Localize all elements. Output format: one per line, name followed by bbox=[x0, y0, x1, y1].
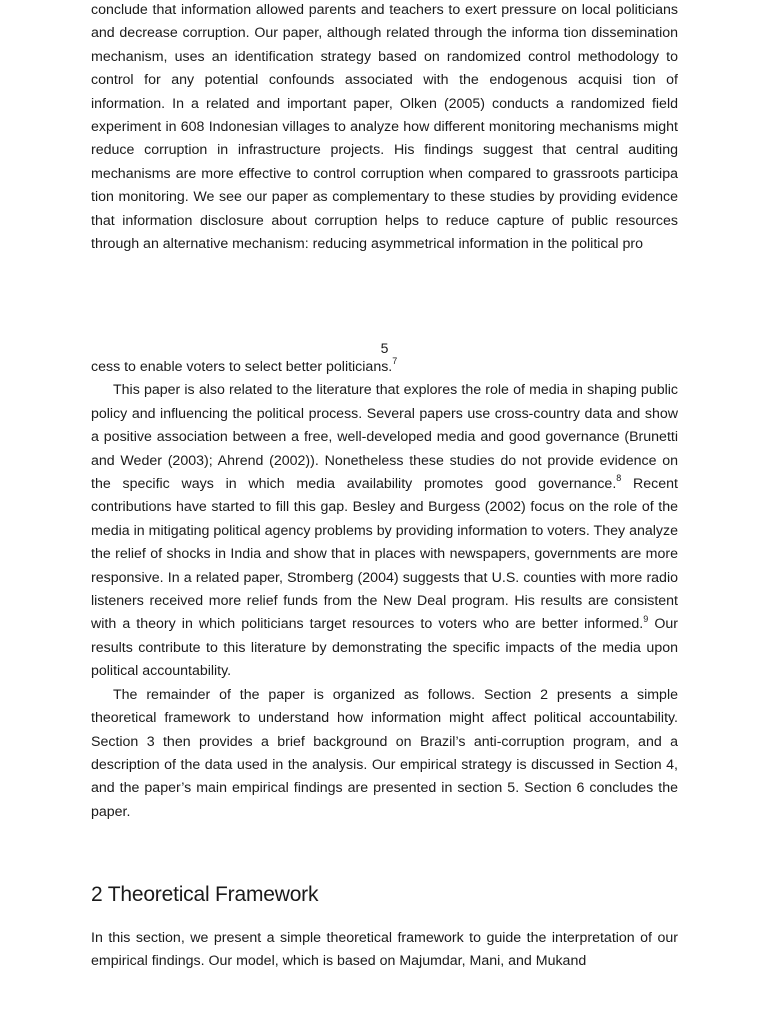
media-paragraph-part1: This paper is also related to the literature that explores the role of media in shaping public policy and influencing the political process. Several papers use cross-country data and show a positive association between a free, well-developed media and good governance (Brunetti and Weder (2003); Ahrend (2002)). Nonetheless these studies do not provide evidence on the specific ways in which media availability promotes good governance. bbox=[91, 382, 678, 493]
continuation-text: cess to enable voters to select better politicians. bbox=[91, 359, 393, 375]
media-paragraph-part3: Our results contribute to this literature by demonstrating the specific impacts of the media upon political accountability. bbox=[91, 616, 678, 680]
body-paragraph-media-literature bbox=[91, 379, 678, 683]
section-heading-wrapper bbox=[91, 880, 678, 910]
page-body-continued bbox=[91, 356, 678, 824]
media-paragraph-part2: Recent contributions have started to fill this gap. Besley and Burgess (2002) focus on the role of the media in mitigating political agency problems by providing information to voters. They analyze the relief of shocks in India and show that in places with newspapers, governments are more responsive. In a related paper, Stromberg (2004) suggests that U.S. counties with more radio listeners received more relief funds from the New Deal program. His results are consistent with a theory in which politicians target resources to voters who are better informed. bbox=[91, 476, 678, 633]
body-paragraph-literature-review: conclude that information allowed parents and teachers to exert pressure on local politicians and decrease corruption. Our paper, although related through the informa tion dissemination mechanism, uses an identification strategy based on randomized control methodology to control for any potential confounds associated with the endogenous acquisi tion of information. In a related and important paper, Olken (2005) conducts a randomized field experiment in 608 Indonesian villages to analyze how different monitoring mechanisms might reduce corruption in infrastructure projects. His findings suggest that central auditing mechanisms are more effective to control corruption when compared to grassroots participa tion monitoring. We see our paper as complementary to these studies by providing evidence that information disclosure about corruption helps to reduce capture of public resources through an alternative mechanism: reducing asymmetrical information in the political pro bbox=[91, 2, 678, 253]
page-number: 5 bbox=[380, 340, 389, 356]
footnote-marker-9[interactable]: 9 bbox=[643, 613, 649, 624]
footnote-marker-7[interactable]: 7 bbox=[392, 356, 398, 367]
body-paragraph-paper-outline: The remainder of the paper is organized as follows. Section 2 presents a simple theoretical framework to understand how information might affect political accountability. Section 3 then provides a brief background on Brazil’s anti-corruption program, and a description of the data used in the analysis. Our empirical strategy is discussed in Section 4, and the paper’s main empirical findings are presented in section 5. Section 6 concludes the paper. bbox=[91, 686, 678, 820]
section-heading: 2 Theoretical Framework bbox=[91, 883, 319, 906]
body-paragraph-theoretical-framework: In this section, we present a simple theoretical framework to guide the interpretation of our empirical findings. Our model, which is based on Majumdar, Mani, and Mukand bbox=[91, 930, 678, 970]
footnote-marker-8[interactable]: 8 bbox=[616, 473, 622, 484]
body-paragraph-continuation bbox=[91, 356, 678, 379]
